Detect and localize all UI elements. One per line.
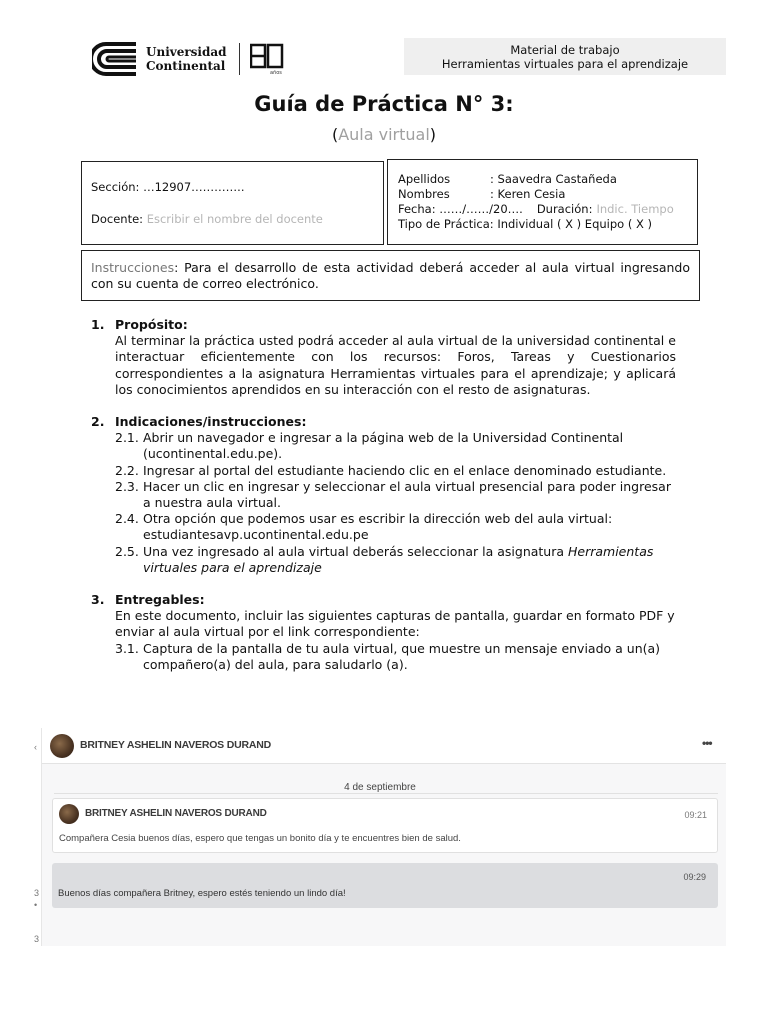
tipo-practica-row: Tipo de Práctica: Individual ( X ) Equipo ( X ) bbox=[398, 217, 653, 231]
list-item: 2.5. Una vez ingresado al aula virtual deberás seleccionar la asignatura Herramientas virtuales para el aprendizaje bbox=[115, 543, 654, 575]
docente-placeholder[interactable]: Escribir el nombre del docente bbox=[146, 212, 323, 226]
subtitle-placeholder[interactable]: Aula virtual bbox=[338, 125, 430, 144]
main-content bbox=[91, 317, 676, 673]
list-item: 2.3. Hacer un clic en ingresar y seleccionar el aula virtual presencial para poder ingresar a nuestra aula virtual. bbox=[115, 478, 671, 511]
docente-row: Docente: Escribir el nombre del docente bbox=[91, 212, 323, 226]
chat-header bbox=[34, 728, 726, 764]
instructions-box bbox=[81, 250, 700, 301]
section-teacher-box bbox=[81, 161, 384, 245]
list-item: 2.2. Ingresar al portal del estudiante haciendo clic en el enlace denominado estudiante. bbox=[115, 462, 667, 478]
instructions-text: : Para el desarrollo de esta actividad deberá acceder al aula virtual ingresando con su cuenta de correo electrónico. bbox=[91, 260, 690, 291]
date-divider bbox=[54, 793, 718, 794]
apellidos-row: Apellidos : Saavedra Castañeda bbox=[398, 172, 617, 186]
continental-c-logo-icon bbox=[92, 42, 138, 76]
message-time: 09:29 bbox=[683, 872, 706, 882]
page-subtitle: (Aula virtual) bbox=[331, 125, 437, 144]
header-line1: Material de trabajo bbox=[510, 43, 620, 57]
instructions-label: Instrucciones bbox=[91, 260, 175, 275]
message-sender: BRITNEY ASHELIN NAVEROS DURAND bbox=[85, 808, 267, 819]
header-box bbox=[404, 38, 726, 75]
header-line2: Herramientas virtuales para el aprendizaje bbox=[441, 57, 689, 71]
apellidos-value: : Saavedra Castañeda bbox=[490, 172, 617, 186]
list-item: 2.4. Otra opción que podemos usar es escribir la dirección web del aula virtual: estudiantesavp.ucontinental.edu.pe bbox=[115, 511, 613, 543]
list-item: 3.1. Captura de la pantalla de tu aula virtual, que muestre un mensaje enviado a un(a) compañero(a) del aula, para saludarlo (a). bbox=[115, 640, 661, 672]
duracion-placeholder[interactable]: Indic. Tiempo bbox=[596, 202, 674, 216]
section-3-heading: 3. Entregables: bbox=[91, 592, 205, 608]
chat-message-received bbox=[52, 798, 718, 853]
nombres-row: Nombres : Keren Cesia bbox=[398, 187, 566, 201]
page-title: Guía de Práctica N° 3: bbox=[254, 92, 514, 116]
fecha-value: : ……/……/20…. bbox=[431, 202, 523, 216]
chat-screenshot bbox=[34, 728, 726, 946]
nombres-value: : Keren Cesia bbox=[490, 187, 566, 201]
section-1-body: Al terminar la práctica usted podrá acceder al aula virtual de la universidad continental e interactuar eficientemente con los recursos: Foros, Tareas y Cuestionarios correspondientes a la asignatura Herramientas virtuales para el aprendizaje; y aplicará los conocimientos aprendidos en su interacción con el resto de asignaturas. bbox=[115, 333, 676, 397]
section-1-heading: 1. Propósito: bbox=[91, 317, 188, 332]
list-item: 2.1. Abrir un navegador e ingresar a la página web de la Universidad Continental (ucontinental.edu.pe). bbox=[115, 430, 624, 462]
section-2-heading: 2. Indicaciones/instrucciones: bbox=[91, 414, 307, 430]
avatar bbox=[59, 804, 79, 824]
anniversary-caption: años bbox=[269, 70, 282, 75]
section-3-intro: En este documento, incluir las siguientes capturas de pantalla, guardar en formato PDF y enviar al aula virtual por el link correspondiente: bbox=[115, 608, 675, 640]
avatar bbox=[50, 734, 74, 758]
message-text: Compañera Cesia buenos días, espero que tengas un bonito día y te encuentres bien de salud. bbox=[59, 833, 461, 844]
more-options-icon[interactable]: ••• bbox=[702, 736, 712, 750]
date-separator: 4 de septiembre bbox=[344, 782, 416, 793]
student-info-box bbox=[387, 159, 698, 245]
logo-divider bbox=[239, 43, 240, 75]
anniversary-30-icon bbox=[250, 43, 284, 75]
seccion-value: …12907………….. bbox=[143, 180, 245, 194]
university-logo bbox=[92, 42, 284, 76]
course-name: Herramientas virtuales para el aprendizaje bbox=[143, 543, 654, 575]
chat-message-sent bbox=[52, 863, 718, 908]
message-text: Buenos días compañera Britney, espero estés teniendo un lindo día! bbox=[58, 888, 346, 899]
seccion-row: Sección: …12907………….. bbox=[91, 180, 245, 194]
message-time: 09:21 bbox=[684, 810, 707, 820]
fecha-row: Fecha : ……/……/20…. Duración: Indic. Tiempo bbox=[398, 202, 674, 216]
contact-name: BRITNEY ASHELIN NAVEROS DURAND bbox=[80, 739, 271, 751]
left-panel-edge: ‹ 3 • 3 bbox=[34, 728, 42, 946]
university-name: Universidad Continental bbox=[146, 45, 227, 73]
